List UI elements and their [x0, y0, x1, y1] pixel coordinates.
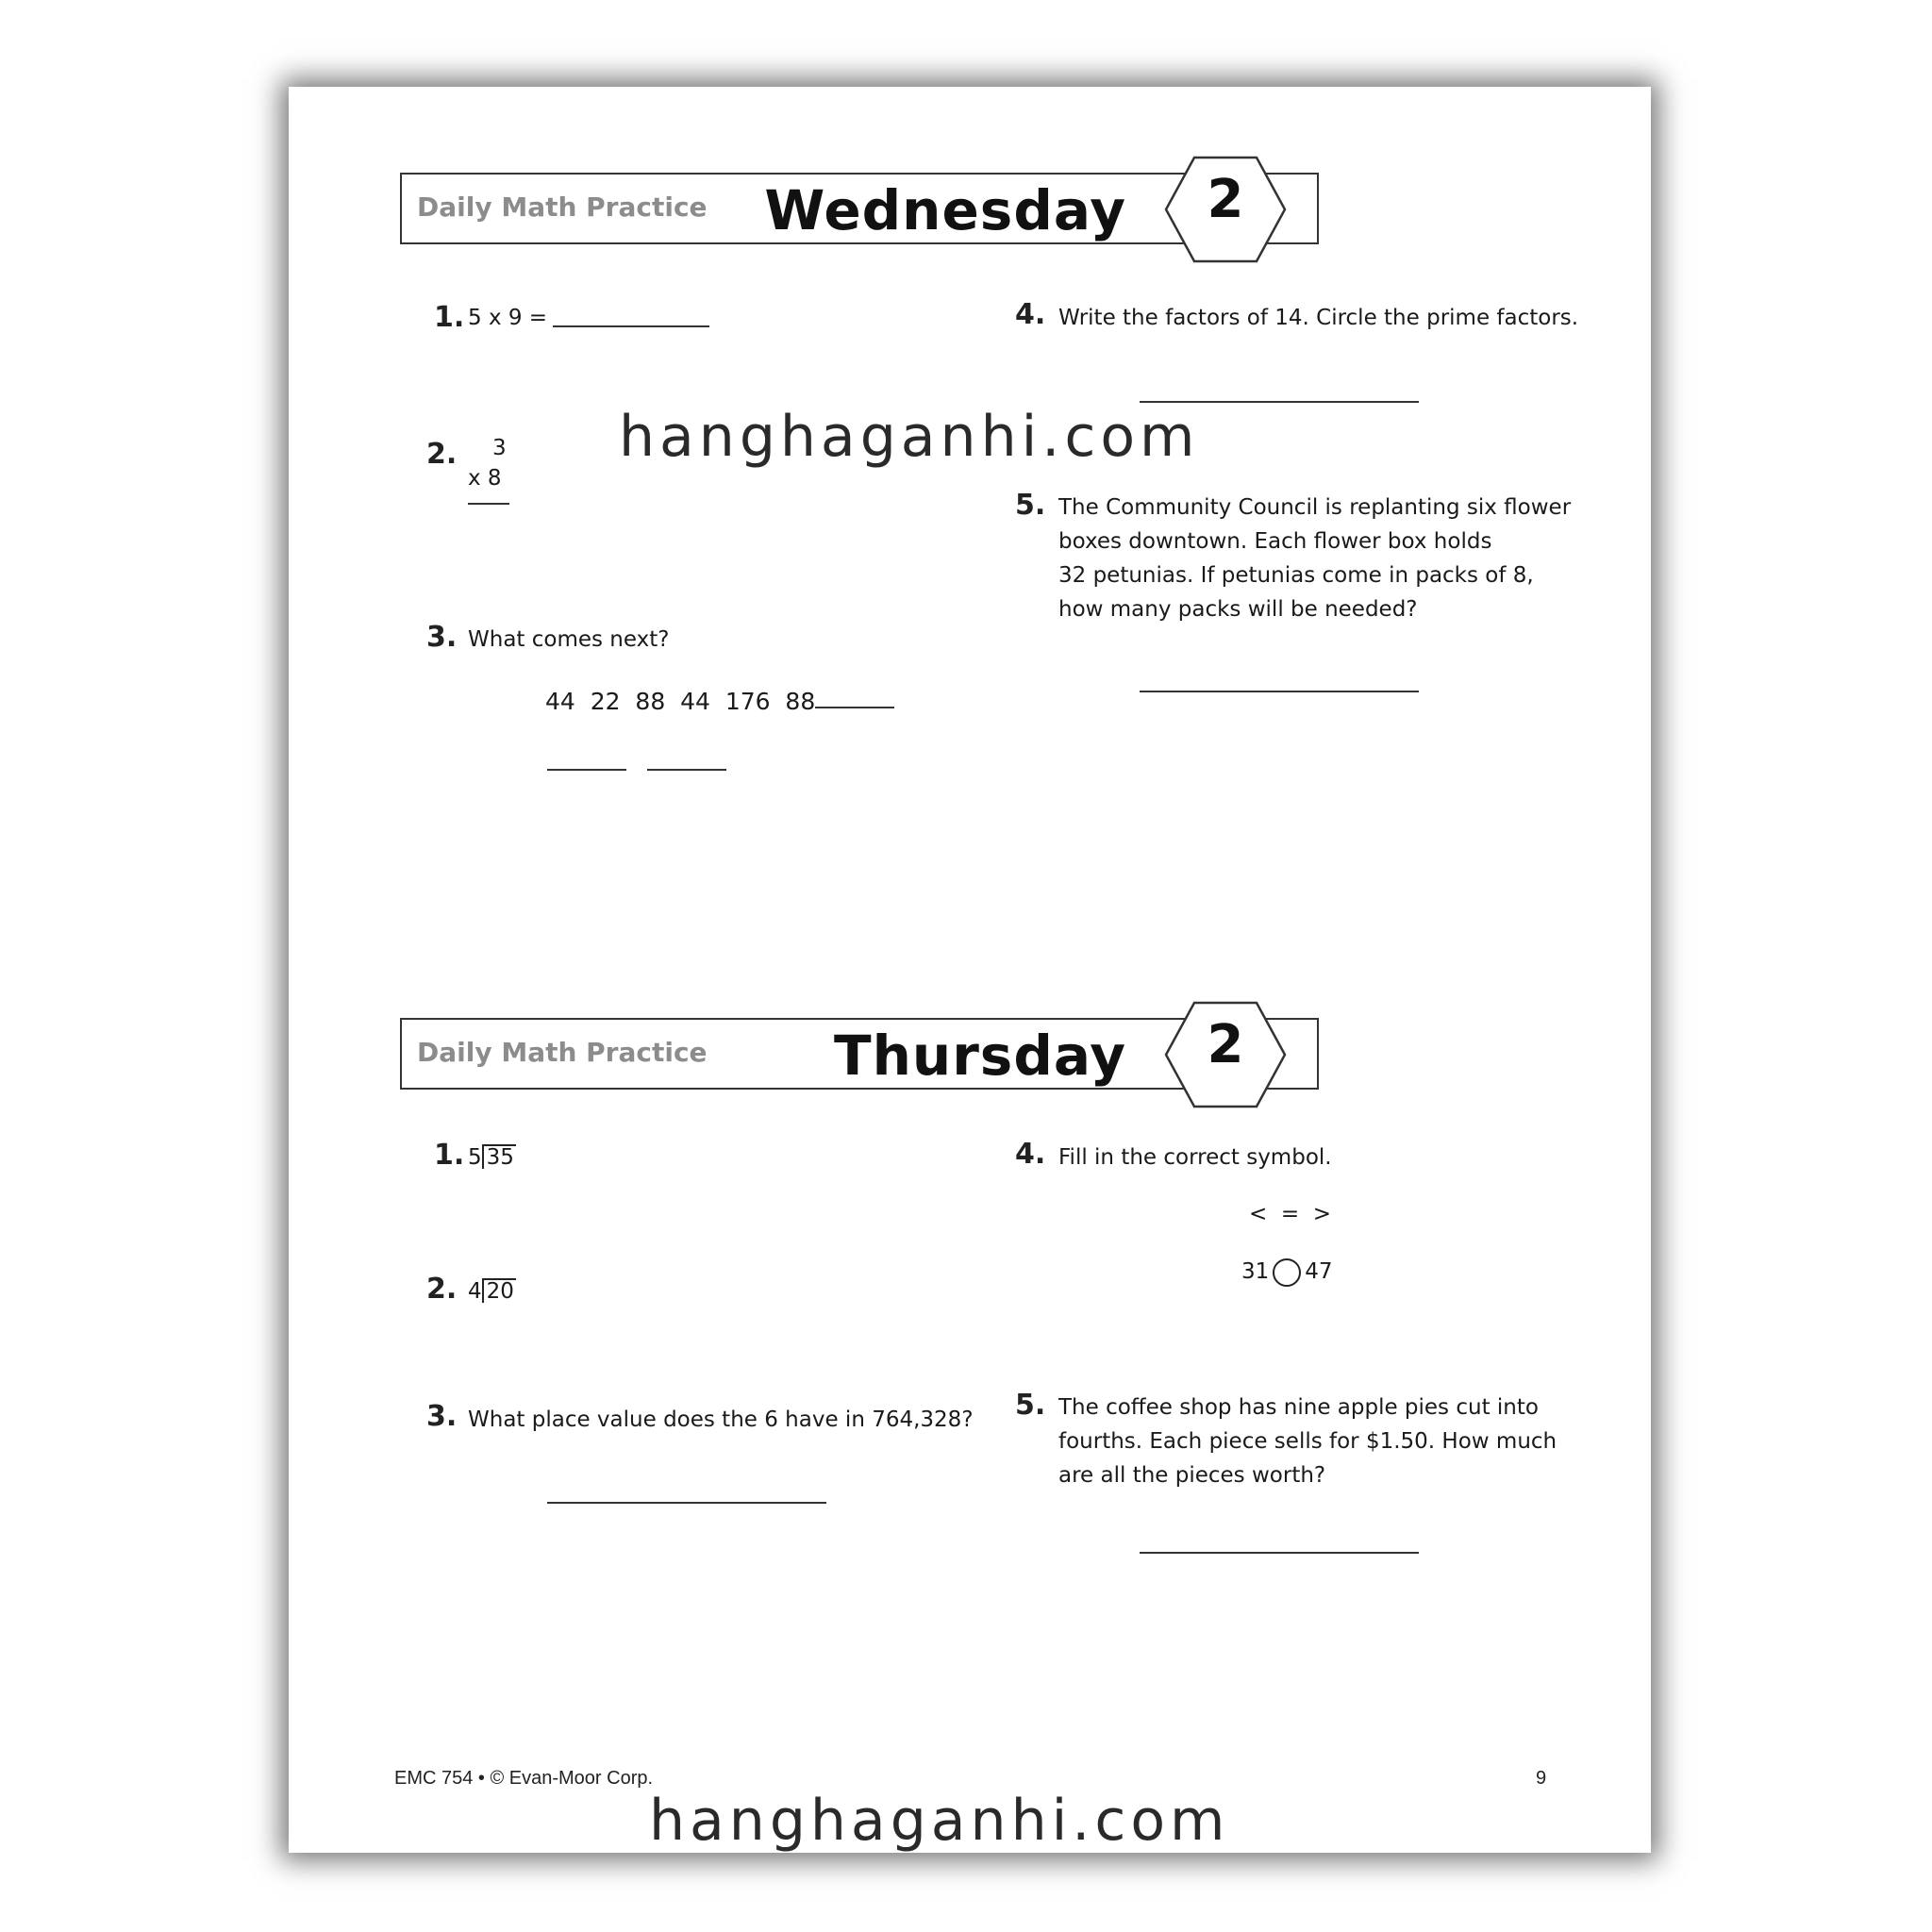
problem-line: are all the pieces worth? [1058, 1463, 1326, 1488]
question-number: 5. [1015, 1389, 1046, 1422]
question-number: 5. [1015, 489, 1046, 522]
banner-brand: Daily Math Practice [417, 1037, 708, 1068]
comparison-right: 47 [1305, 1259, 1333, 1284]
question-number: 4. [1015, 298, 1046, 331]
question-number: 3. [426, 621, 458, 654]
footer-copyright: EMC 754 • © Evan-Moor Corp. [394, 1768, 654, 1789]
comparison [1241, 1255, 1333, 1289]
number-sequence: 44 22 88 44 176 88 [545, 688, 816, 715]
long-division [468, 1141, 516, 1174]
watermark-text: hanghaganhi.com [649, 1788, 1230, 1854]
problem-line: The Community Council is replanting six flower [1058, 495, 1572, 520]
answer-line[interactable] [1140, 691, 1419, 692]
answer-line[interactable] [1140, 401, 1419, 403]
question-text: 5 x 9 = [468, 306, 548, 330]
symbol-choices: < = > [1249, 1202, 1332, 1226]
banner-day: Thursday [834, 1024, 1126, 1088]
long-division [468, 1274, 516, 1308]
word-problem [1058, 491, 1571, 626]
banner-week-number: 2 [1207, 1014, 1244, 1075]
banner-day: Wednesday [764, 178, 1126, 242]
answer-circle[interactable] [1273, 1258, 1301, 1287]
thursday-banner [400, 1014, 1319, 1090]
question-text: Fill in the correct symbol. [1058, 1145, 1332, 1170]
problem-line: 32 petunias. If petunias come in packs of 8, [1058, 563, 1534, 588]
watermark-text: hanghaganhi.com [619, 404, 1200, 470]
divisor: 4 [468, 1279, 482, 1304]
dividend: 20 [482, 1278, 516, 1303]
answer-line[interactable] [553, 325, 709, 327]
comparison-left: 31 [1241, 1259, 1270, 1284]
problem-line: fourths. Each piece sells for $1.50. How much [1058, 1429, 1557, 1454]
question-text: Write the factors of 14. Circle the prime factors. [1058, 306, 1579, 330]
dividend: 35 [482, 1144, 516, 1169]
answer-line[interactable] [815, 707, 894, 708]
problem-line: boxes downtown. Each flower box holds [1058, 529, 1492, 554]
answer-line[interactable] [547, 769, 626, 771]
multiplication-bottom: x 8 [468, 466, 502, 491]
problem-line: The coffee shop has nine apple pies cut into [1058, 1395, 1539, 1420]
question-number: 1. [434, 1139, 465, 1172]
problem-line: how many packs will be needed? [1058, 597, 1418, 622]
question-number: 4. [1015, 1138, 1046, 1171]
answer-line[interactable] [647, 769, 726, 771]
word-problem [1058, 1391, 1557, 1492]
question-text: What comes next? [468, 627, 670, 652]
banner-week-number: 2 [1207, 169, 1244, 230]
answer-line[interactable] [547, 1502, 826, 1504]
page-number: 9 [1536, 1768, 1547, 1789]
wednesday-banner [400, 169, 1319, 244]
question-text: What place value does the 6 have in 764,328? [468, 1407, 974, 1432]
question-number: 3. [426, 1400, 458, 1433]
multiplication-top: 3 [492, 436, 507, 460]
worksheet-page [289, 87, 1651, 1853]
divisor: 5 [468, 1145, 482, 1170]
question-number: 2. [426, 438, 458, 471]
question-number: 2. [426, 1273, 458, 1306]
question-number: 1. [434, 301, 465, 334]
banner-brand: Daily Math Practice [417, 192, 708, 223]
answer-line[interactable] [1140, 1552, 1419, 1554]
multiplication-rule [468, 503, 509, 505]
